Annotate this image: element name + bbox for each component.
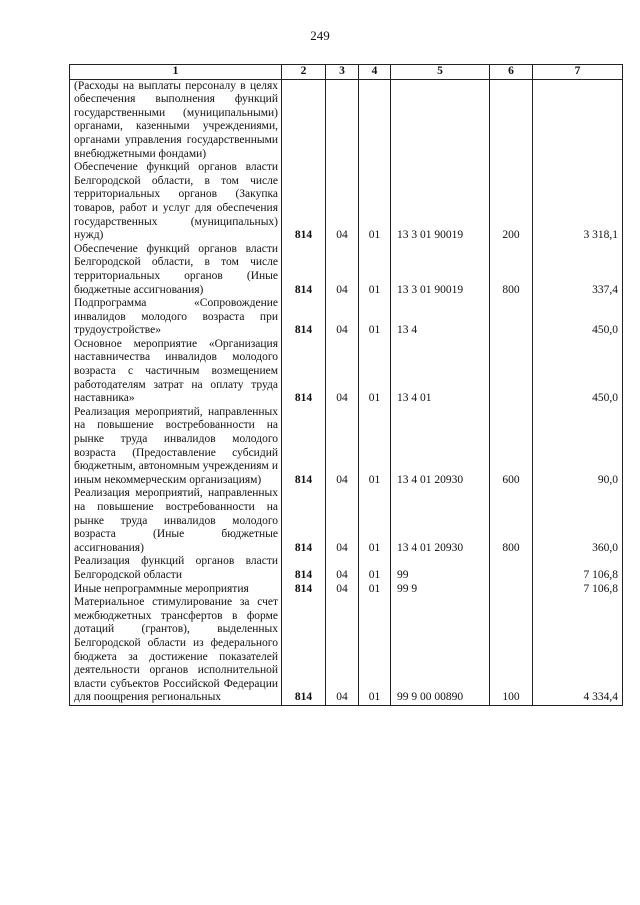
row-sum: 450,0 (533, 297, 623, 338)
row-pr: 01 (359, 338, 391, 406)
row-name: Реализация функций органов власти Белгородской области (70, 555, 282, 582)
header-col-1: 1 (70, 65, 282, 80)
row-vr (490, 555, 533, 582)
row-rz: 04 (326, 583, 359, 597)
table-row (70, 297, 623, 338)
row-sum: 3 318,1 (533, 161, 623, 243)
row-rz: 04 (326, 243, 359, 297)
row-pr: 01 (359, 596, 391, 705)
row-sum: 4 334,4 (533, 596, 623, 705)
row-grbs: 814 (282, 297, 326, 338)
row-pr: 01 (359, 555, 391, 582)
row-grbs: 814 (282, 583, 326, 597)
table-row (70, 79, 623, 161)
row-pr: 01 (359, 297, 391, 338)
row-sum (533, 79, 623, 161)
row-csr: 99 (391, 555, 490, 582)
row-grbs: 814 (282, 161, 326, 243)
row-grbs: 814 (282, 338, 326, 406)
row-name: Реализация мероприятий, направленных на повышение востребованности на рынке труда инвалидов молодого возраста (Предоставление субсидий бюджетным, автономным учреждениям и иным некоммерческим организациям) (70, 406, 282, 488)
row-grbs: 814 (282, 406, 326, 488)
row-csr: 99 9 00 00890 (391, 596, 490, 705)
row-rz: 04 (326, 487, 359, 555)
row-vr (490, 297, 533, 338)
row-name: Обеспечение функций органов власти Белгородской области, в том числе территориальных органов (Иные бюджетные ассигнования) (70, 243, 282, 297)
table-row (70, 406, 623, 488)
row-grbs: 814 (282, 555, 326, 582)
row-vr (490, 583, 533, 597)
row-csr: 13 4 (391, 297, 490, 338)
row-vr: 800 (490, 487, 533, 555)
row-csr (391, 79, 490, 161)
table-row (70, 338, 623, 406)
row-name: Подпрограмма «Сопровождение инвалидов молодого возраста при трудоустройстве» (70, 297, 282, 338)
row-vr: 800 (490, 243, 533, 297)
row-name: Иные непрограммные мероприятия (70, 583, 282, 597)
row-csr: 13 4 01 20930 (391, 487, 490, 555)
header-col-7: 7 (533, 65, 623, 80)
row-vr (490, 338, 533, 406)
row-csr: 13 3 01 90019 (391, 161, 490, 243)
table-row (70, 243, 623, 297)
row-rz: 04 (326, 338, 359, 406)
row-vr: 600 (490, 406, 533, 488)
row-vr: 200 (490, 161, 533, 243)
row-name: Основное мероприятие «Организация наставничества инвалидов молодого возраста с частичным возмещением работодателям затрат на оплату труда наставника» (70, 338, 282, 406)
header-col-3: 3 (326, 65, 359, 80)
header-col-4: 4 (359, 65, 391, 80)
table-row (70, 555, 623, 582)
table-row (70, 487, 623, 555)
row-rz: 04 (326, 297, 359, 338)
row-csr: 13 4 01 20930 (391, 406, 490, 488)
row-csr: 13 4 01 (391, 338, 490, 406)
row-grbs: 814 (282, 243, 326, 297)
row-name: Материальное стимулирование за счет межбюджетных трансфертов в форме дотаций (грантов), выделенных Белгородской области из федерального бюджета за достижение показателей деятельности органов исполнительной власти субъектов Российской Федерации для поощрения региональных (70, 596, 282, 705)
row-sum: 337,4 (533, 243, 623, 297)
row-sum: 7 106,8 (533, 555, 623, 582)
row-csr: 99 9 (391, 583, 490, 597)
row-rz: 04 (326, 596, 359, 705)
row-name: Реализация мероприятий, направленных на повышение востребованности на рынке труда инвалидов молодого возраста (Иные бюджетные ассигнования) (70, 487, 282, 555)
page-number: 249 (310, 28, 330, 43)
row-pr: 01 (359, 406, 391, 488)
table-header-row (70, 65, 623, 80)
row-pr (359, 79, 391, 161)
row-grbs: 814 (282, 596, 326, 705)
budget-table (69, 64, 623, 706)
table-row (70, 583, 623, 597)
row-pr: 01 (359, 161, 391, 243)
row-sum: 360,0 (533, 487, 623, 555)
row-vr (490, 79, 533, 161)
row-name: (Расходы на выплаты персоналу в целях обеспечения выполнения функций государственными (муниципальными) органами, казенными учреждениями, органами управления государственными внебюджетными фондами) (70, 79, 282, 161)
row-pr: 01 (359, 243, 391, 297)
header-col-5: 5 (391, 65, 490, 80)
row-pr: 01 (359, 487, 391, 555)
row-pr: 01 (359, 583, 391, 597)
header-col-2: 2 (282, 65, 326, 80)
row-sum: 450,0 (533, 338, 623, 406)
row-sum: 90,0 (533, 406, 623, 488)
row-grbs: 814 (282, 487, 326, 555)
row-csr: 13 3 01 90019 (391, 243, 490, 297)
row-name: Обеспечение функций органов власти Белгородской области, в том числе территориальных органов (Закупка товаров, работ и услуг для обеспечения государственных (муниципальных) нужд) (70, 161, 282, 243)
header-col-6: 6 (490, 65, 533, 80)
row-rz: 04 (326, 161, 359, 243)
row-vr: 100 (490, 596, 533, 705)
row-sum: 7 106,8 (533, 583, 623, 597)
row-rz: 04 (326, 406, 359, 488)
row-rz (326, 79, 359, 161)
table-row (70, 161, 623, 243)
table-row (70, 596, 623, 705)
row-rz: 04 (326, 555, 359, 582)
row-grbs (282, 79, 326, 161)
